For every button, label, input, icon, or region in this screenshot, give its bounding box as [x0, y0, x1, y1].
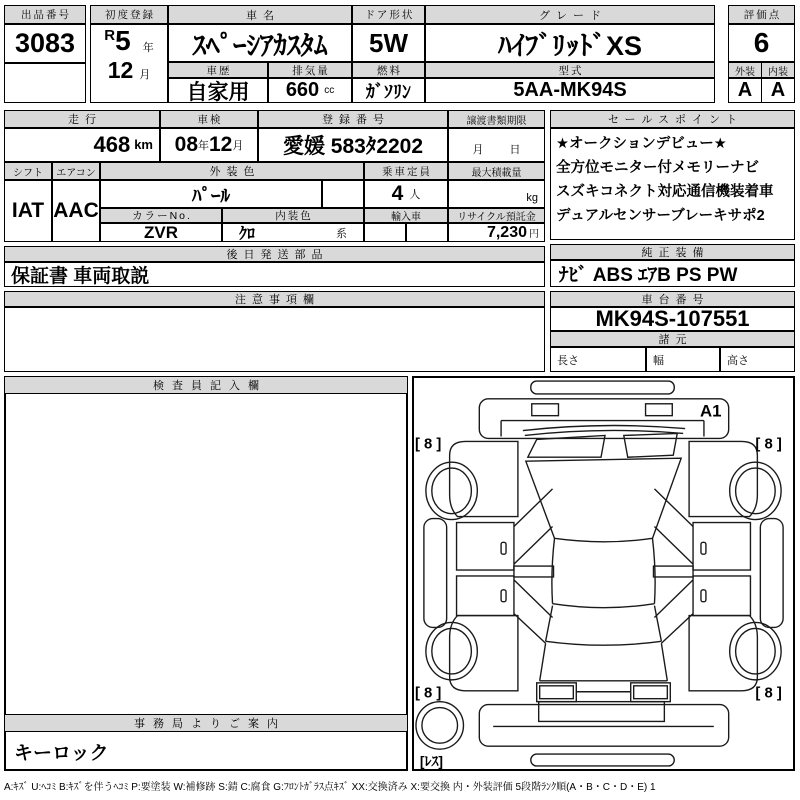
- score-label: 評価点: [728, 5, 795, 24]
- shaken-month: 12: [209, 133, 233, 156]
- shaken-year: 08: [174, 133, 198, 156]
- spare-tire-note: [ﾚｽ]: [419, 752, 444, 769]
- grade-value: ﾊｲﾌﾞﾘｯﾄﾞXS: [425, 24, 715, 62]
- sales-point-line: 全方位モニター付メモリーナビ: [556, 160, 759, 176]
- door-shape-label: ドア形状: [352, 5, 425, 24]
- wiper-right: [624, 433, 677, 457]
- sales-point-line: スズキコネクト対応通信機装着車: [556, 184, 774, 200]
- tire-depth-front-left: [ 8 ]: [414, 436, 442, 453]
- shift-label: シフト: [4, 162, 52, 180]
- displacement-unit: cc: [324, 85, 335, 96]
- mileage-number: 468: [93, 132, 131, 157]
- wheel-rear-left: [426, 622, 477, 679]
- displacement-label: 排気量: [268, 62, 352, 78]
- transfer-deadline-value: [448, 128, 545, 162]
- spec-height-label: 高さ: [720, 347, 795, 372]
- car-diagram-box: [412, 376, 795, 771]
- exterior-color-value: ﾊﾟｰﾙ: [100, 180, 322, 208]
- aircon-value: AAC: [52, 180, 100, 242]
- recycle-amount: 7,230: [486, 223, 527, 241]
- displacement-value: [268, 78, 352, 103]
- car-name-value: ｽﾍﾟｰｼｱｶｽﾀﾑ: [168, 24, 352, 62]
- grade-label: グレード: [425, 5, 715, 24]
- front-grille-left: [532, 404, 559, 416]
- mileage-value: [4, 128, 160, 162]
- interior-grade-value: A: [761, 78, 795, 103]
- import-car-empty-2: [406, 223, 448, 242]
- color-no-value: ZVR: [100, 223, 222, 242]
- mileage-unit: km: [134, 136, 153, 152]
- sales-points-body: [550, 128, 795, 240]
- front-bumper-strip: [531, 381, 674, 394]
- max-load-value: [448, 180, 545, 208]
- notes-body: [4, 307, 545, 372]
- capacity-number: 4: [391, 182, 404, 205]
- door-handle-front-left: [501, 542, 506, 554]
- taillight-left-inner: [540, 686, 574, 699]
- rear-bumper: [479, 705, 728, 747]
- door-shape-value: 5W: [352, 24, 425, 62]
- first-reg-year-unit: 年: [142, 42, 154, 54]
- era-code: R: [104, 27, 116, 44]
- recycle-unit: 円: [529, 229, 539, 240]
- interior-color-value: [222, 223, 364, 242]
- reg-number-label: 登録番号: [258, 110, 448, 128]
- max-load-label: 最大積載量: [448, 162, 545, 180]
- office-notice-value: キーロック: [14, 743, 109, 764]
- max-load-unit: kg: [526, 192, 538, 204]
- tire-depth-rear-right: [ 8 ]: [755, 685, 782, 702]
- roof: [552, 538, 655, 607]
- rear-fender-right: [689, 616, 757, 691]
- specs-label: 諸元: [550, 331, 795, 347]
- car-name-label: 車名: [168, 5, 352, 24]
- side-strip-left: [424, 519, 447, 628]
- inspector-box: [4, 376, 408, 771]
- wheel-rear-right-inner: [736, 628, 776, 674]
- shaken-value: [160, 128, 258, 162]
- model-code-value: 5AA-MK94S: [425, 78, 715, 103]
- oem-equipment-value: ﾅﾋﾞ ABS ｴｱB PS PW: [550, 260, 795, 287]
- lot-empty-box: [4, 63, 86, 103]
- transfer-month-label: 月: [472, 144, 484, 156]
- door-handle-rear-right: [701, 590, 706, 602]
- inspector-label: 検査員記入欄: [4, 376, 408, 394]
- car-diagram: [414, 378, 793, 769]
- shaken-month-unit: 月: [232, 140, 244, 152]
- panel-note-a1: A1: [699, 401, 722, 421]
- notes-label: 注意事項欄: [4, 291, 545, 307]
- chassis-number-value: MK94S-107551: [550, 307, 795, 331]
- side-strip-right: [760, 519, 783, 628]
- fuel-value: ｶﾞｿﾘﾝ: [352, 78, 425, 103]
- interior-color-label: 内装色: [222, 208, 364, 223]
- shift-value: IAT: [4, 180, 52, 242]
- interior-color-name: ｸﾛ: [239, 226, 256, 242]
- lot-number-value: 3083: [4, 24, 86, 63]
- spec-width-label: 幅: [646, 347, 720, 372]
- fuel-label: 燃料: [352, 62, 425, 78]
- office-notice-label: 事務局よりご案内: [4, 714, 408, 732]
- wheel-front-left: [426, 462, 477, 519]
- door-handle-front-right: [701, 542, 706, 554]
- later-parts-label: 後日発送部品: [4, 246, 545, 262]
- capacity-label: 乗車定員: [364, 162, 448, 180]
- sales-point-line: デュアルセンサーブレーキサポ2: [556, 208, 765, 224]
- rear-bumper-strip: [531, 754, 674, 766]
- exterior-grade-value: A: [728, 78, 762, 103]
- displacement-number: 660: [285, 79, 320, 101]
- import-car-empty-1: [364, 223, 406, 242]
- mileage-label: 走行: [4, 110, 160, 128]
- color-no-label: カラーNo.: [100, 208, 222, 223]
- spare-tire: [416, 702, 463, 749]
- sales-points-label: セールスポイント: [550, 110, 795, 128]
- lot-number-label: 出品番号: [4, 5, 86, 24]
- transfer-deadline-label: 譲渡書類期限: [448, 110, 545, 128]
- car-history-label: 車歴: [168, 62, 268, 78]
- oem-equipment-label: 純正装備: [550, 244, 795, 260]
- capacity-value: [364, 180, 448, 208]
- first-reg-month: 12: [107, 57, 134, 83]
- first-registration-label: 初度登録: [90, 5, 168, 24]
- car-history-value: 自家用: [168, 78, 268, 103]
- import-car-label: 輸入車: [364, 208, 448, 223]
- footer-legend: A:ｷｽﾞ U:ﾍｺﾐ B:ｷｽﾞを伴うﾍｺﾐ P:要塗装 W:補修跡 S:錆 C:腐食 G:ﾌﾛﾝﾄｶﾞﾗｽ点ｷｽﾞ XX:交換済み X:要交換 内・外装評価 5段階ﾗﾝｸ順(A・B・C・D・E) 1: [4, 782, 656, 793]
- sales-point-line: ★オークションデビュー★: [556, 136, 727, 152]
- wheel-rear-left-inner: [432, 628, 472, 674]
- tailgate: [540, 643, 668, 681]
- aircon-label: エアコン: [52, 162, 100, 180]
- exterior-color-label: 外装色: [100, 162, 364, 180]
- recycle-deposit-label: リサイクル預託金: [448, 208, 545, 223]
- tire-depth-front-right: [ 8 ]: [755, 436, 782, 453]
- taillight-right-inner: [634, 686, 668, 699]
- transfer-day-label: 日: [509, 144, 521, 156]
- front-grille-right: [646, 404, 673, 416]
- recycle-deposit-value: [448, 223, 545, 242]
- wheel-front-right: [730, 462, 781, 519]
- shaken-year-unit: 年: [198, 140, 209, 152]
- rear-glass: [546, 606, 662, 646]
- chassis-number-label: 車台番号: [550, 291, 795, 307]
- front-fender-right: [689, 441, 757, 516]
- front-fender-left: [450, 441, 518, 516]
- first-registration-value: [90, 24, 168, 103]
- interior-grade-label: 内装: [761, 62, 795, 78]
- exterior-grade-label: 外装: [728, 62, 762, 78]
- spare-tire-inner: [422, 708, 458, 744]
- front-bumper: [479, 399, 728, 439]
- sill-left: [514, 566, 554, 577]
- rear-fender-left: [450, 616, 518, 691]
- exterior-color-sub-empty: [322, 180, 364, 208]
- spec-length-label: 長さ: [550, 347, 646, 372]
- score-value: 6: [728, 24, 795, 62]
- capacity-unit: 人: [409, 189, 421, 201]
- interior-color-suffix: 系: [336, 227, 347, 240]
- wheel-rear-right: [730, 622, 781, 679]
- door-handle-rear-left: [501, 590, 506, 602]
- shaken-label: 車検: [160, 110, 258, 128]
- sill-right: [653, 566, 693, 577]
- first-reg-year: 5: [115, 25, 131, 56]
- reg-number-value: 愛媛 583ﾀ2202: [258, 128, 448, 162]
- first-reg-month-unit: 月: [139, 69, 151, 81]
- tire-depth-rear-left: [ 8 ]: [414, 685, 442, 702]
- model-code-label: 型式: [425, 62, 715, 78]
- later-parts-value: 保証書 車両取説: [4, 262, 545, 287]
